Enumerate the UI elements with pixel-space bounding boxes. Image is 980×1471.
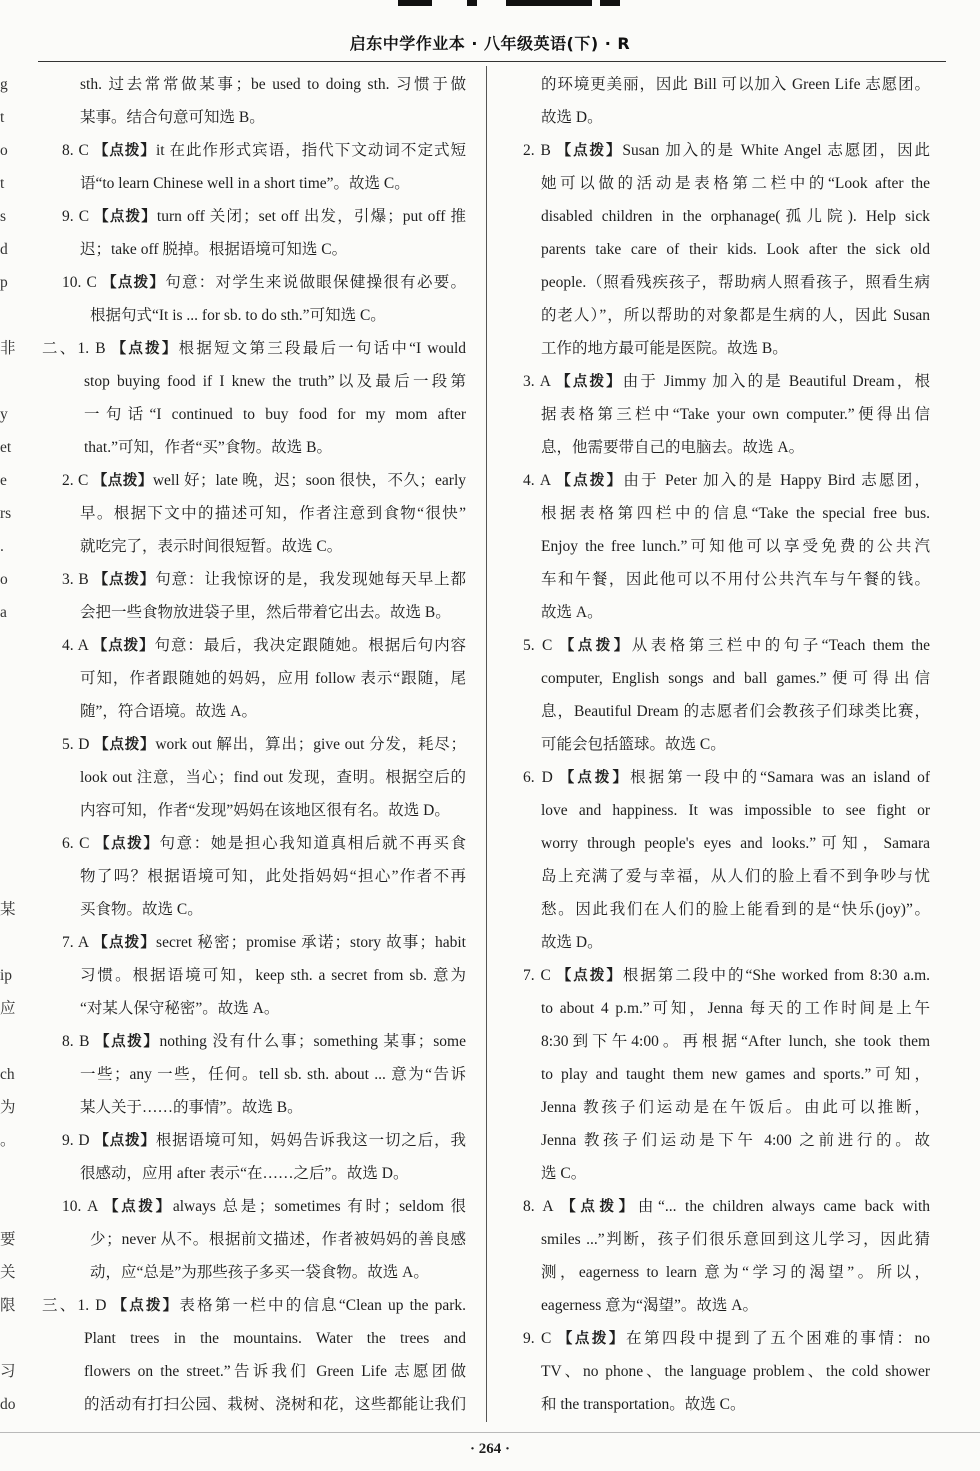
- explanation-text: nothing 没有什么事；something 某事；some: [159, 1033, 466, 1050]
- explanation-line: [520, 1058, 930, 1091]
- item-number: 9.: [62, 1132, 74, 1149]
- margin-fragment: 习: [0, 1363, 16, 1380]
- answer-item: [520, 959, 930, 1190]
- section-marker: 二、: [42, 340, 78, 357]
- explanation-text: 车和午餐，因此他可以不用付公共汽车与午餐的钱。: [541, 571, 930, 588]
- explanation-line: [520, 1256, 930, 1289]
- explanation-line: [40, 860, 466, 893]
- explanation-line: [40, 431, 466, 464]
- answer-item: [520, 68, 930, 134]
- explanation-line: [40, 233, 466, 266]
- explanation-line: [520, 926, 930, 959]
- explanation-line: [40, 794, 466, 827]
- margin-fragment: rs: [0, 505, 12, 522]
- item-number: 2.: [523, 142, 535, 159]
- answer-item: [40, 134, 466, 200]
- answer-letter: D: [541, 769, 553, 786]
- explanation-line: [40, 1322, 466, 1355]
- explanation-text: 从表格第三栏中的句子“Teach them the: [631, 637, 930, 654]
- explanation-text: 测，eagerness to learn 意为“学习的渴望”。所以，: [541, 1264, 930, 1281]
- item-number: 8.: [62, 142, 74, 159]
- explanation-line: [40, 827, 466, 860]
- explanation-line: [520, 992, 930, 1025]
- explanation-text: 句意：她是担心我知道真相后就不再买食: [159, 835, 466, 852]
- explanation-line: [520, 266, 930, 299]
- explanation-line: [520, 794, 930, 827]
- answer-letter: A: [77, 934, 89, 951]
- explanation-text: 岛上充满了爱与幸福，从人们的脸上看不到争吵与忧: [541, 868, 930, 885]
- explanation-text: 动，应“总是”为那些孩子多买一袋食物。故选 A。: [90, 1264, 429, 1281]
- answer-letter: B: [95, 340, 106, 357]
- explanation-line: [520, 398, 930, 431]
- explanation-text: 的活动有打扫公园、栽树、浇树和花，这些都能让我们: [84, 1396, 466, 1413]
- explanation-line: [40, 464, 466, 497]
- margin-fragment: d: [0, 241, 8, 258]
- explanation-text: 根据短文第三段最后一句话中“I would: [178, 340, 466, 357]
- explanation-line: [520, 629, 930, 662]
- explanation-text: 的环境更美丽，因此 Bill 可以加入 Green Life 志愿团。: [541, 76, 930, 93]
- item-number: 1.: [77, 340, 90, 357]
- explanation-text: 某人关于……的事情”。故选 B。: [80, 1099, 303, 1116]
- answer-item: [40, 332, 466, 464]
- margin-fragment: 。: [0, 1132, 16, 1149]
- explanation-line: [40, 761, 466, 794]
- explanation-text: 物了吗？根据语境可知，此处指妈妈“担心”作者不再: [80, 868, 466, 885]
- answer-letter: A: [542, 1198, 553, 1215]
- answer-letter: D: [78, 1132, 90, 1149]
- explanation-line: [40, 926, 466, 959]
- explanation-text: 故选 D。: [541, 109, 603, 126]
- explanation-text: “对某人保守秘密”。故选 A。: [80, 1000, 280, 1017]
- explanation-line: [520, 233, 930, 266]
- answer-item: [40, 1289, 466, 1421]
- explanation-line: [40, 596, 466, 629]
- explanation-line: [40, 1388, 466, 1421]
- explanation-text: 表格第一栏中的信息“Clean up the park.: [179, 1297, 466, 1314]
- answer-item: [40, 563, 466, 629]
- explanation-line: [520, 68, 930, 101]
- explanation-text: 就吃完了，表示时间很短暂。故选 C。: [80, 538, 343, 555]
- hint-tag: 【点拨】: [556, 143, 623, 159]
- margin-fragment: 某: [0, 901, 16, 918]
- explanation-text: TV、no phone、the language problem、the cold shower: [541, 1363, 930, 1380]
- answer-item: [520, 365, 930, 464]
- answer-item: [520, 134, 930, 365]
- answer-letter: A: [87, 1198, 98, 1215]
- item-number: 3.: [523, 373, 535, 390]
- hint-tag: 【点拨】: [112, 1298, 180, 1314]
- explanation-text: that.”可知，作者“买”食物。故选 B。: [84, 439, 332, 456]
- answer-letter: B: [540, 142, 551, 159]
- explanation-text: 可能会包括篮球。故选 C。: [541, 736, 726, 753]
- margin-fragment: .: [0, 538, 4, 555]
- explanation-line: [520, 101, 930, 134]
- answer-item: [40, 200, 466, 266]
- margin-fragment: et: [0, 439, 12, 456]
- hint-tag: 【点拨】: [92, 638, 155, 654]
- hint-tag: 【点拨】: [102, 275, 166, 291]
- item-number: 8.: [62, 1033, 74, 1050]
- answer-letter: C: [78, 208, 90, 225]
- explanation-text: Plant trees in the mountains. Water the trees and: [84, 1330, 466, 1347]
- explanation-line: [40, 365, 466, 398]
- explanation-text: parents take care of their kids. Look after the sick old: [541, 241, 930, 258]
- explanation-text: 根据第一段中的“Samara was an island of: [630, 769, 930, 786]
- explanation-line: [520, 1124, 930, 1157]
- explanation-text: 迟；take off 脱掉。根据语境可知选 C。: [80, 241, 348, 258]
- explanation-line: [40, 332, 466, 365]
- hint-tag: 【点拨】: [556, 374, 623, 390]
- explanation-text: 由于 Jimmy 加入的是 Beautiful Dream，根: [622, 373, 930, 390]
- item-number: 4.: [523, 472, 535, 489]
- explanation-line: [40, 1256, 466, 1289]
- explanation-line: [520, 695, 930, 728]
- explanation-line: [520, 563, 930, 596]
- explanation-text: Enjoy the free lunch.”可知他可以享受免费的公共汽: [541, 538, 930, 555]
- explanation-line: [40, 299, 466, 332]
- explanation-text: 会把一些食物放进袋子里，然后带着它出去。故选 B。: [80, 604, 451, 621]
- explanation-line: [520, 728, 930, 761]
- margin-fragment: 为: [0, 1099, 16, 1116]
- hint-tag: 【点拨】: [104, 1199, 173, 1215]
- explanation-line: [520, 860, 930, 893]
- hint-tag: 【点拨】: [92, 473, 153, 489]
- item-number: 8.: [523, 1198, 535, 1215]
- answer-item: [40, 629, 466, 728]
- answer-item: [520, 761, 930, 959]
- explanation-line: [520, 761, 930, 794]
- explanation-line: [520, 1322, 930, 1355]
- item-number: 7.: [523, 967, 535, 984]
- margin-fragment: 应: [0, 1000, 16, 1017]
- explanation-text: love and happiness. It was impossible to see fight or: [541, 802, 930, 819]
- answer-letter: C: [78, 472, 89, 489]
- answer-letter: D: [78, 736, 90, 753]
- explanation-line: [520, 1157, 930, 1190]
- explanation-line: [40, 1058, 466, 1091]
- item-number: 9.: [523, 1330, 535, 1347]
- hint-tag: 【点拨】: [94, 836, 160, 852]
- explanation-text: 一些；any 一些，任何。tell sb. sth. about ... 意为“告诉: [80, 1066, 466, 1083]
- explanation-text: 在第四段中提到了五个困难的事情：no: [625, 1330, 930, 1347]
- explanation-text: look out 注意，当心；find out 发现，查明。根据空后的: [80, 769, 466, 786]
- explanation-text: 可知，作者跟随她的妈妈，应用 follow 表示“跟随，尾: [80, 670, 466, 687]
- answer-letter: B: [78, 571, 89, 588]
- explanation-line: [40, 530, 466, 563]
- item-number: 4.: [62, 637, 74, 654]
- explanation-text: to play and taught them new games and sports.”可知，: [541, 1066, 930, 1083]
- margin-fragment: 关: [0, 1264, 16, 1281]
- explanation-line: [520, 299, 930, 332]
- header-rule: [38, 61, 946, 62]
- explanation-text: 由于 Peter 加入的是 Happy Bird 志愿团，: [623, 472, 930, 489]
- margin-fragment: y: [0, 406, 8, 423]
- item-number: 10.: [62, 1198, 82, 1215]
- item-number: 5.: [523, 637, 535, 654]
- hint-tag: 【点拨】: [556, 473, 624, 489]
- answer-letter: B: [79, 1033, 90, 1050]
- explanation-line: [40, 662, 466, 695]
- explanation-line: [520, 1355, 930, 1388]
- explanation-text: flowers on the street.”告诉我们 Green Life 志愿团做: [84, 1363, 466, 1380]
- answer-letter: A: [539, 472, 551, 489]
- explanation-line: [520, 662, 930, 695]
- explanation-line: [520, 1289, 930, 1322]
- explanation-text: to about 4 p.m.”可知，Jenna 每天的工作时间是上午: [541, 1000, 930, 1017]
- explanation-line: [40, 1157, 466, 1190]
- explanation-text: 愁。因此我们在人们的脸上能看到的是“快乐(joy)”。: [541, 901, 930, 918]
- explanation-text: 和 the transportation。故选 C。: [541, 1396, 746, 1413]
- explanation-text: 工作的地方最可能是医院。故选 B。: [541, 340, 788, 357]
- explanation-text: 根据第二段中的“She worked from 8:30 a.m.: [622, 967, 930, 984]
- explanation-line: [40, 959, 466, 992]
- margin-fragment: t: [0, 175, 5, 192]
- answer-letter: C: [542, 637, 553, 654]
- explanation-line: [520, 596, 930, 629]
- explanation-text: 句意：让我惊讶的是，我发现她每天早上都: [155, 571, 466, 588]
- margin-fragment: t: [0, 109, 5, 126]
- hint-tag: 【点拨】: [557, 1331, 626, 1347]
- item-number: 9.: [62, 208, 74, 225]
- answer-letter: A: [539, 373, 551, 390]
- hint-tag: 【点拨】: [93, 572, 156, 588]
- explanation-line: [520, 1025, 930, 1058]
- right-column: [520, 68, 930, 1421]
- explanation-line: [40, 992, 466, 1025]
- explanation-line: [520, 1223, 930, 1256]
- item-number: 10.: [62, 274, 82, 291]
- explanation-line: [520, 365, 930, 398]
- margin-fragment: o: [0, 142, 8, 159]
- margin-fragment: 限: [0, 1297, 16, 1314]
- explanation-line: [520, 1091, 930, 1124]
- left-column: [40, 68, 466, 1421]
- explanation-line: [40, 1289, 466, 1322]
- explanation-text: 买食物。故选 C。: [80, 901, 203, 918]
- answer-item: [520, 629, 930, 761]
- explanation-line: [40, 497, 466, 530]
- answer-item: [40, 1025, 466, 1124]
- explanation-line: [520, 134, 930, 167]
- explanation-text: Jenna 教孩子们运动是在午饭后。由此可以推断，: [541, 1099, 930, 1116]
- answer-letter: C: [78, 142, 89, 159]
- explanation-text: 少；never 从不。根据前文描述，作者被妈妈的善良感: [90, 1231, 466, 1248]
- explanation-text: 句意：最后，我决定跟随她。根据后句内容: [154, 637, 466, 654]
- header-decoration-bar: [600, 0, 620, 6]
- hint-tag: 【点拨】: [94, 1133, 156, 1149]
- explanation-text: it 在此作形式宾语，指代下文动词不定式短: [155, 142, 466, 159]
- explanation-line: [520, 1388, 930, 1421]
- item-number: 1.: [77, 1297, 90, 1314]
- explanation-text: Susan 加入的是 White Angel 志愿团，因此: [622, 142, 930, 159]
- explanation-text: 根据语境可知，妈妈告诉我这一切之后，我: [155, 1132, 466, 1149]
- margin-fragment: 非: [0, 340, 16, 357]
- explanation-text: 她可以做的活动是表格第二栏中的“Look after the: [541, 175, 930, 192]
- answer-item: [40, 728, 466, 827]
- explanation-line: [40, 1025, 466, 1058]
- answer-item: [40, 266, 466, 332]
- explanation-text: worry through people's eyes and looks.”可知，Samara: [541, 835, 930, 852]
- explanation-text: 语“to learn Chinese well in a short time”。故选 C。: [80, 175, 410, 192]
- explanation-text: 内容可知，作者“发现”妈妈在该地区很有名。故选 D。: [80, 802, 450, 819]
- explanation-line: [520, 167, 930, 200]
- explanation-text: 一句话“I continued to buy food for my mom after: [84, 406, 466, 423]
- answer-item: [40, 926, 466, 1025]
- column-divider: [486, 66, 487, 1422]
- explanation-text: people.（照看残疾孩子，帮助病人照看孩子，照看生病: [541, 274, 930, 291]
- hint-tag: 【点拨】: [93, 143, 156, 159]
- explanation-line: [520, 893, 930, 926]
- explanation-text: 据表格第三栏中“Take your own computer.”便得出信: [541, 406, 930, 423]
- explanation-line: [520, 200, 930, 233]
- explanation-line: [40, 266, 466, 299]
- item-number: 6.: [62, 835, 74, 852]
- explanation-text: computer, English songs and ball games.”便可得出信: [541, 670, 930, 687]
- explanation-line: [520, 827, 930, 860]
- section-marker: 三、: [42, 1297, 78, 1314]
- header-decoration-bar: [506, 0, 592, 6]
- explanation-text: 根据句式“It is ... for sb. to do sth.”可知选 C。: [90, 307, 386, 324]
- explanation-line: [520, 959, 930, 992]
- explanation-text: Jenna 教孩子们运动是下午 4:00 之前进行的。故: [541, 1132, 930, 1149]
- hint-tag: 【点拨】: [94, 209, 157, 225]
- hint-tag: 【点拨】: [561, 1199, 638, 1215]
- explanation-line: [520, 431, 930, 464]
- explanation-text: 息，Beautiful Dream 的志愿者们会教孩子们球类比赛，: [541, 703, 930, 720]
- margin-fragment: s: [0, 208, 7, 225]
- explanation-line: [40, 1190, 466, 1223]
- explanation-line: [40, 629, 466, 662]
- margin-fragment: g: [0, 76, 8, 93]
- answer-item: [40, 1190, 466, 1289]
- answer-letter: D: [95, 1297, 107, 1314]
- explanation-text: 根据表格第四栏中的信息“Take the special free bus.: [541, 505, 930, 522]
- explanation-text: stop buying food if I knew the truth”以及最后一段第: [84, 373, 466, 390]
- answer-item: [40, 68, 466, 134]
- hint-tag: 【点拨】: [94, 1034, 160, 1050]
- explanation-text: 某事。结合句意可知选 B。: [80, 109, 265, 126]
- explanation-line: [520, 332, 930, 365]
- answer-item: [520, 1190, 930, 1322]
- hint-tag: 【点拨】: [93, 935, 157, 951]
- margin-fragment: e: [0, 472, 7, 489]
- explanation-text: 的老人）”，所以帮助的对象都是生病的人，因此 Susan: [541, 307, 930, 324]
- explanation-line: [520, 497, 930, 530]
- margin-fragment: a: [0, 604, 7, 621]
- answer-letter: A: [77, 637, 88, 654]
- explanation-text: 随”，符合语境。故选 A。: [80, 703, 257, 720]
- answer-letter: C: [541, 1330, 552, 1347]
- item-number: 5.: [62, 736, 74, 753]
- page-number: · 264 ·: [469, 1441, 510, 1457]
- answer-item: [520, 464, 930, 629]
- answer-item: [40, 464, 466, 563]
- margin-fragment: o: [0, 571, 8, 588]
- explanation-text: 选 C。: [541, 1165, 587, 1182]
- margin-fragment: ip: [0, 967, 13, 984]
- item-number: 6.: [523, 769, 535, 786]
- hint-tag: 【点拨】: [556, 968, 623, 984]
- hint-tag: 【点拨】: [559, 638, 632, 654]
- explanation-text: smiles ...”判断，孩子们很乐意回到这儿学习，因此猜: [541, 1231, 930, 1248]
- explanation-line: [40, 563, 466, 596]
- explanation-text: 故选 D。: [541, 934, 603, 951]
- answer-letter: C: [540, 967, 551, 984]
- answer-letter: C: [79, 835, 90, 852]
- explanation-line: [40, 101, 466, 134]
- explanation-text: eagerness 意为“渴望”。故选 A。: [541, 1297, 758, 1314]
- explanation-text: disabled children in the orphanage(孤儿院). Help sick: [541, 208, 930, 225]
- item-number: 7.: [62, 934, 74, 951]
- explanation-text: 息，他需要带自己的电脑去。故选 A。: [541, 439, 805, 456]
- margin-fragment: 要: [0, 1231, 16, 1248]
- header-decoration-bar: [467, 0, 477, 6]
- explanation-line: [40, 728, 466, 761]
- explanation-text: 句意：对学生来说做眼保健操很有必要。: [165, 274, 466, 291]
- explanation-text: 习惯。根据语境可知，keep sth. a secret from sb. 意为: [80, 967, 466, 984]
- explanation-line: [40, 134, 466, 167]
- margin-fragment: p: [0, 274, 8, 291]
- explanation-line: [40, 68, 466, 101]
- explanation-line: [40, 1124, 466, 1157]
- explanation-text: always 总是；sometimes 有时；seldom 很: [172, 1198, 466, 1215]
- item-number: 3.: [62, 571, 74, 588]
- explanation-line: [40, 200, 466, 233]
- explanation-text: 早。根据下文中的描述可知，作者注意到食物“很快”: [80, 505, 466, 522]
- margin-fragment: do: [0, 1396, 16, 1413]
- explanation-text: secret 秘密；promise 承诺；story 故事；habit: [156, 934, 466, 951]
- answer-item: [40, 1124, 466, 1190]
- explanation-text: well 好；late 晚，迟；soon 很快，不久；early: [152, 472, 466, 489]
- answer-item: [520, 1322, 930, 1421]
- header-decoration-bar: [398, 0, 432, 6]
- explanation-text: work out 解出，算出；give out 分发，耗尽；: [155, 736, 466, 753]
- explanation-line: [40, 167, 466, 200]
- explanation-text: 故选 A。: [541, 604, 603, 621]
- margin-fragment: ch: [0, 1066, 15, 1083]
- explanation-line: [40, 1091, 466, 1124]
- hint-tag: 【点拨】: [111, 341, 179, 357]
- explanation-text: sth. 过去常常做某事；be used to doing sth. 习惯于做: [80, 76, 466, 93]
- explanation-line: [40, 893, 466, 926]
- explanation-line: [520, 464, 930, 497]
- explanation-text: 很感动，应用 after 表示“在……之后”。故选 D。: [80, 1165, 409, 1182]
- explanation-text: 8:30到下午4:00。再根据“After lunch, she took them: [541, 1033, 930, 1050]
- footer-rule: [0, 1432, 980, 1433]
- explanation-line: [40, 1355, 466, 1388]
- explanation-line: [40, 695, 466, 728]
- explanation-line: [40, 398, 466, 431]
- explanation-text: 由“... the children always came back with: [637, 1198, 930, 1215]
- explanation-line: [40, 1223, 466, 1256]
- answer-letter: C: [86, 274, 97, 291]
- explanation-text: turn off 关闭；set off 出发，引爆；put off 推: [156, 208, 466, 225]
- explanation-line: [520, 1190, 930, 1223]
- hint-tag: 【点拨】: [94, 737, 156, 753]
- answer-item: [40, 827, 466, 926]
- page-header-title: 启东中学作业本 · 八年级英语(下) · R: [349, 34, 631, 53]
- hint-tag: 【点拨】: [559, 770, 631, 786]
- item-number: 2.: [62, 472, 74, 489]
- explanation-line: [520, 530, 930, 563]
